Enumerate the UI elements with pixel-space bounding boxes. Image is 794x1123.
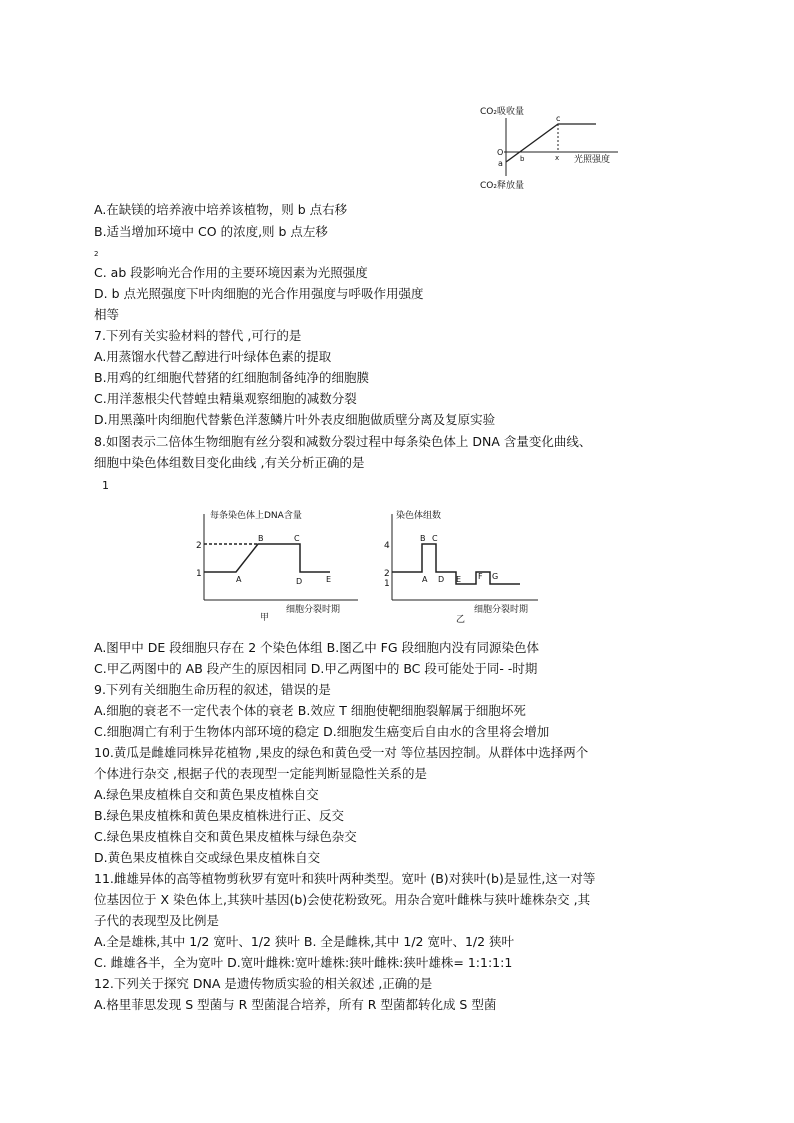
chart-yi-title: 染色体组数 — [396, 511, 442, 521]
q10-option-d: D.黄色果皮植株自交或绿色果皮植株自交 — [94, 850, 321, 865]
q8-stem-line1: 8.如图表示二倍体生物细胞有丝分裂和减数分裂过程中每条染色体上 DNA 含量变化曲线、 — [94, 434, 592, 449]
q11-stem-line2: 位基因位于 X 染色体上,其狭叶基因(b)会使花粉致死。用杂合宽叶雌株与狭叶雄株杂交 ,其 — [94, 892, 591, 907]
q9-stem: 9.下列有关细胞生命历程的叙述，错误的是 — [94, 682, 331, 697]
q10-stem-line2: 个体进行杂交 ,根据子代的表现型一定能判断显隐性关系的是 — [94, 766, 427, 781]
y-axis-label-top: CO₂吸收量 — [480, 107, 524, 117]
q6-option-c: C. ab 段影响光合作用的主要环境因素为光照强度 — [94, 265, 368, 280]
q12-stem: 12.下列关于探究 DNA 是遗传物质实验的相关叙述 ,正确的是 — [94, 976, 433, 991]
yi-y-tick-2: 2 — [384, 569, 390, 579]
q6-option-d: D. b 点光照强度下叶肉细胞的光合作用强度与呼吸作用强度 — [94, 286, 424, 301]
yi-point-B: B — [420, 534, 426, 543]
yi-y-tick-4: 4 — [384, 541, 390, 551]
jia-dna-curve — [204, 544, 330, 572]
q10-option-b: B.绿色果皮植株和黄色果皮植株进行正、反交 — [94, 808, 345, 823]
q6-option-b-subscript: 2 — [94, 250, 99, 258]
q8-stray-mark: 1 — [102, 479, 109, 492]
jia-point-B: B — [258, 534, 264, 543]
q7-option-b: B.用鸡的红细胞代替猪的红细胞制备纯净的细胞膜 — [94, 370, 370, 385]
yi-point-E: E — [456, 575, 462, 584]
q12-option-a: A.格里菲思发现 S 型菌与 R 型菌混合培养，所有 R 型菌都转化成 S 型菌 — [94, 997, 497, 1012]
q10-option-a: A.绿色果皮植株自交和黄色果皮植株自交 — [94, 787, 319, 802]
q7-stem: 7.下列有关实验材料的替代 ,可行的是 — [94, 328, 302, 343]
point-b: b — [520, 155, 525, 163]
q7-option-a: A.用蒸馏水代替乙醇进行叶绿体色素的提取 — [94, 349, 332, 364]
q11-stem-line3: 子代的表现型及比例是 — [94, 913, 220, 928]
q10-option-c: C.绿色果皮植株自交和黄色果皮植株与绿色杂交 — [94, 829, 357, 844]
q10-stem-line1: 10.黄瓜是雌雄同株异花植物 ,果皮的绿色和黄色受一对 等位基因控制。从群体中选择两个 — [94, 745, 589, 760]
jia-point-D: D — [296, 577, 303, 586]
q9-options-cd: C.细胞凋亡有利于生物体内部环境的稳定 D.细胞发生癌变后自由水的含里将会增加 — [94, 724, 550, 739]
q7-option-c: C.用洋葱根尖代替蝗虫精巢观察细胞的减数分裂 — [94, 391, 357, 406]
x-axis-label: 光照强度 — [574, 155, 611, 165]
point-x: x — [555, 154, 560, 162]
q6-option-d-continued: 相等 — [94, 307, 120, 322]
yi-point-D: D — [438, 575, 445, 584]
y-axis-label-bottom: CO₂释放量 — [480, 181, 524, 191]
jia-point-C: C — [294, 534, 300, 543]
jia-caption: 甲 — [260, 613, 270, 623]
jia-y-tick-2: 2 — [196, 541, 202, 551]
yi-y-tick-1: 1 — [384, 579, 390, 589]
jia-x-label: 细胞分裂时期 — [286, 605, 341, 615]
jia-point-A: A — [236, 575, 242, 584]
point-c: c — [556, 114, 561, 123]
yi-point-G: G — [492, 572, 499, 581]
q7-option-d: D.用黑藻叶肉细胞代替紫色洋葱鳞片叶外表皮细胞做质壁分离及复原实验 — [94, 412, 496, 427]
yi-point-A: A — [422, 575, 428, 584]
jia-y-tick-1: 1 — [196, 569, 202, 579]
chart-yi — [382, 504, 552, 626]
jia-point-E: E — [326, 575, 332, 584]
q6-option-b: B.适当增加环境中 CO 的浓度,则 b 点左移 — [94, 224, 328, 239]
chart-jia-title: 每条染色体上DNA含量 — [210, 511, 302, 521]
yi-point-F: F — [478, 572, 483, 581]
q8-stem-line2: 细胞中染色体组数目变化曲线 ,有关分析正确的是 — [94, 455, 365, 470]
q8-options-ab: A.图甲中 DE 段细胞只存在 2 个染色体组 B.图乙中 FG 段细胞内没有同源染色体 — [94, 640, 540, 655]
q9-options-ab: A.细胞的衰老不一定代表个体的衰老 B.效应 T 细胞使靶细胞裂解属于细胞坏死 — [94, 703, 526, 718]
chart-jia — [190, 504, 370, 626]
point-a: a — [498, 159, 503, 168]
point-O: O — [497, 148, 504, 157]
yi-caption: 乙 — [456, 615, 466, 625]
co2-light-chart — [470, 100, 630, 195]
q11-stem-line1: 11.雌雄异体的高等植物剪秋罗有宽叶和狭叶两种类型。宽叶 (B)对狭叶(b)是显性,这一对等 — [94, 871, 596, 886]
yi-point-C: C — [432, 534, 438, 543]
q8-options-cd: C.甲乙两图中的 AB 段产生的原因相同 D.甲乙两图中的 BC 段可能处于同- -时期 — [94, 661, 538, 676]
yi-x-label: 细胞分裂时期 — [474, 605, 529, 615]
q11-options-ab: A.全是雄株,其中 1/2 宽叶、1/2 狭叶 B. 全是雌株,其中 1/2 宽叶、1/2 狭叶 — [94, 934, 515, 949]
q6-option-a: A.在缺镁的培养液中培养该植物，则 b 点右移 — [94, 202, 348, 217]
q11-options-cd: C. 雌雄各半，全为宽叶 D.宽叶雌株:宽叶雄株:狭叶雌株:狭叶雄株= 1:1:1:1 — [94, 955, 513, 970]
